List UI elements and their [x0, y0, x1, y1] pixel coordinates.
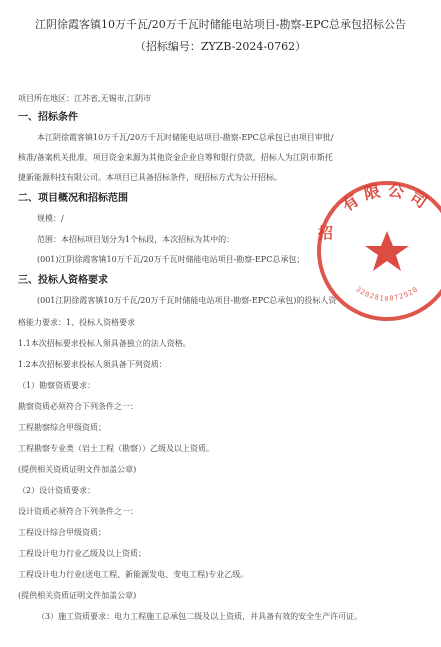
- seal-text: 有限公司: [338, 180, 436, 216]
- svg-text:有限公司: [338, 180, 435, 215]
- tender-number: （招标编号：ZYZB-2024-0762）: [134, 40, 307, 53]
- seal-star-icon: [365, 231, 409, 271]
- paragraph-line: (001江阴徐霞客镇10万千瓦/20万千瓦时储能电站项目-勘察-EPC总承包)的投标人资: [37, 296, 337, 305]
- paragraph-line: 格能力要求：1、投标人资格要求: [18, 318, 136, 327]
- paragraph-line: 工程勘察专业类（岩土工程（勘察））乙级及以上资质。: [18, 444, 214, 453]
- project-location: 项目所在地区：江苏省,无锡市,江阴市: [18, 94, 152, 103]
- lot-description: (001)江阴徐霞客镇10万千瓦/20万千瓦时储能电站项目-勘察-EPC总承包；: [37, 255, 305, 264]
- paragraph-line: 1.2本次招标要求投标人须具备下列资质：: [18, 360, 167, 369]
- svg-text:3202810072920: [354, 285, 420, 303]
- seal-ring: [319, 183, 441, 319]
- paragraph-line: （3）施工资质要求：电力工程施工总承包二级及以上资质，并具备有效的安全生产许可证。: [37, 612, 363, 621]
- paragraph-line: 捷新能源科技有限公司。本项目已具备招标条件，现招标方式为公开招标。: [18, 173, 282, 182]
- paragraph-line: (提供相关资质证明文件加盖公章): [18, 465, 137, 474]
- paragraph-line: （2）设计资质要求：: [18, 486, 96, 495]
- paragraph-line: 本江阴徐霞客镇10万千瓦/20万千瓦时储能电站项目-勘察-EPC总承包已由项目审批/: [37, 133, 334, 142]
- paragraph-line: 工程设计电力行业乙级及以上资质；: [18, 549, 146, 558]
- paragraph-line: 工程设计电力行业(送电工程、新能源发电、变电工程)专业乙级。: [18, 570, 249, 579]
- paragraph-line: （1）勘察资质要求：: [18, 381, 96, 390]
- document-title: 江阴徐霞客镇10万千瓦/20万千瓦时储能电站项目-勘察-EPC总承包招标公告: [35, 18, 406, 31]
- section-heading-bidding-conditions: 一、招标条件: [18, 112, 78, 123]
- paragraph-line: 工程设计综合甲级资质；: [18, 528, 106, 537]
- paragraph-line: 设计资质必须符合下列条件之一：: [18, 507, 138, 516]
- project-scope: 范围：本招标项目划分为1个标段，本次招标为其中的：: [37, 235, 235, 244]
- paragraph-line: 工程勘察综合甲级资质；: [18, 423, 106, 432]
- seal-text-left: 招: [318, 224, 334, 242]
- paragraph-line: 核准/备案机关批准，项目资金来源为其他资金企业自筹和银行贷款，招标人为江阴市斯托: [18, 153, 333, 162]
- paragraph-line: 1.1本次招标要求投标人须具备独立的法人资格。: [18, 339, 191, 348]
- project-scale: 规模：/: [37, 214, 64, 223]
- paragraph-line: 勘察资质必须符合下列条件之一：: [18, 402, 138, 411]
- section-heading-project-overview: 二、项目概况和招标范围: [18, 193, 128, 204]
- seal-number: 3202810072920: [354, 285, 420, 303]
- section-heading-bidder-qualifications: 三、投标人资格要求: [18, 275, 108, 286]
- paragraph-line: (提供相关资质证明文件加盖公章): [18, 591, 137, 600]
